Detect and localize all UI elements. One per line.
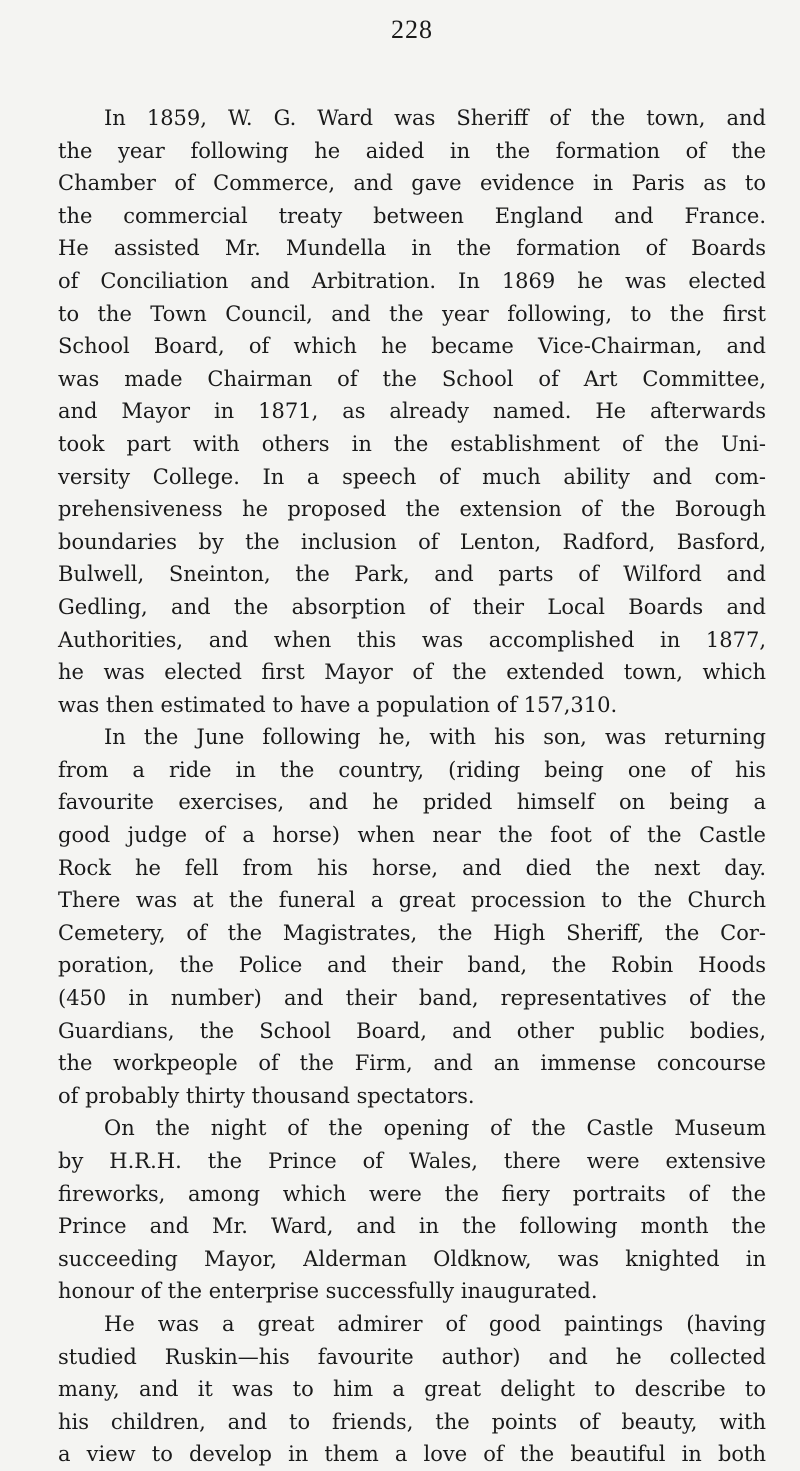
text-line: and Mayor in 1871, as already named. He afterwards xyxy=(58,399,766,424)
text-line: He assisted Mr. Mundella in the formation of Boards xyxy=(58,236,766,261)
text-line: (450 in number) and their band, representatives of the xyxy=(58,986,766,1011)
paragraph xyxy=(58,721,766,1112)
text-line: of probably thirty thousand spectators. xyxy=(58,1083,475,1108)
text-line: On the night of the opening of the Castle Museum xyxy=(104,1116,766,1141)
text-line: Gedling, and the absorption of their Local Boards and xyxy=(58,594,766,619)
text-line: his children, and to friends, the points of beauty, with xyxy=(58,1409,766,1434)
paragraph xyxy=(58,102,766,721)
text-line: to the Town Council, and the year following, to the first xyxy=(58,301,766,326)
text-line: School Board, of which he became Vice-Chairman, and xyxy=(58,334,766,359)
text-line: succeeding Mayor, Alderman Oldknow, was knighted in xyxy=(58,1246,766,1271)
text-line: fireworks, among which were the fiery portraits of the xyxy=(58,1181,766,1206)
text-line: good judge of a horse) when near the foot of the Castle xyxy=(58,823,766,848)
text-line: Prince and Mr. Ward, and in the following month the xyxy=(58,1214,766,1239)
text-line: versity College. In a speech of much ability and com- xyxy=(58,464,766,489)
text-line: was made Chairman of the School of Art Committee, xyxy=(58,366,766,391)
text-line: the year following he aided in the formation of the xyxy=(58,138,766,163)
body-text xyxy=(58,102,766,1471)
text-line: the commercial treaty between England and France. xyxy=(58,203,766,228)
text-line: the workpeople of the Firm, and an immense concourse xyxy=(58,1051,766,1076)
text-line: poration, the Police and their band, the Robin Hoods xyxy=(58,953,766,978)
paragraph xyxy=(58,1308,766,1471)
text-line: There was at the funeral a great procession to the Church xyxy=(58,888,766,913)
text-line: prehensiveness he proposed the extension of the Borough xyxy=(58,497,766,522)
page-number: 228 xyxy=(391,15,433,44)
text-line: boundaries by the inclusion of Lenton, Radford, Basford, xyxy=(58,529,766,554)
text-line: a view to develop in them a love of the beautiful in both xyxy=(58,1442,766,1467)
text-line: honour of the enterprise successfully inaugurated. xyxy=(58,1279,598,1304)
text-line: was then estimated to have a population of 157,310. xyxy=(58,692,618,717)
text-line: In the June following he, with his son, was returning xyxy=(104,725,766,750)
text-line: by H.R.H. the Prince of Wales, there were extensive xyxy=(58,1149,766,1173)
text-line: Bulwell, Sneinton, the Park, and parts of Wilford and xyxy=(58,562,766,587)
text-line: Rock he fell from his horse, and died the next day. xyxy=(58,855,766,880)
text-line: In 1859, W. G. Ward was Sheriff of the town, and xyxy=(104,106,766,130)
text-line: Authorities, and when this was accomplished in 1877, xyxy=(58,627,766,652)
text-line: from a ride in the country, (riding being one of his xyxy=(58,757,766,782)
text-line: Cemetery, of the Magistrates, the High Sheriff, the Cor- xyxy=(58,920,766,945)
book-page xyxy=(58,10,766,1467)
text-line: took part with others in the establishment of the Uni- xyxy=(58,431,766,456)
text-line: of Conciliation and Arbitration. In 1869 he was elected xyxy=(58,268,766,293)
text-line: studied Ruskin—his favourite author) and he collected xyxy=(58,1344,766,1369)
text-line: He was a great admirer of good paintings (having xyxy=(104,1311,766,1336)
text-line: many, and it was to him a great delight to describe to xyxy=(58,1377,766,1402)
text-line: Guardians, the School Board, and other public bodies, xyxy=(58,1018,766,1043)
paragraph xyxy=(58,1112,766,1308)
text-line: he was elected first Mayor of the extended town, which xyxy=(58,660,766,685)
text-line: Chamber of Commerce, and gave evidence in Paris as to xyxy=(58,171,766,196)
text-line: favourite exercises, and he prided himself on being a xyxy=(58,790,766,815)
